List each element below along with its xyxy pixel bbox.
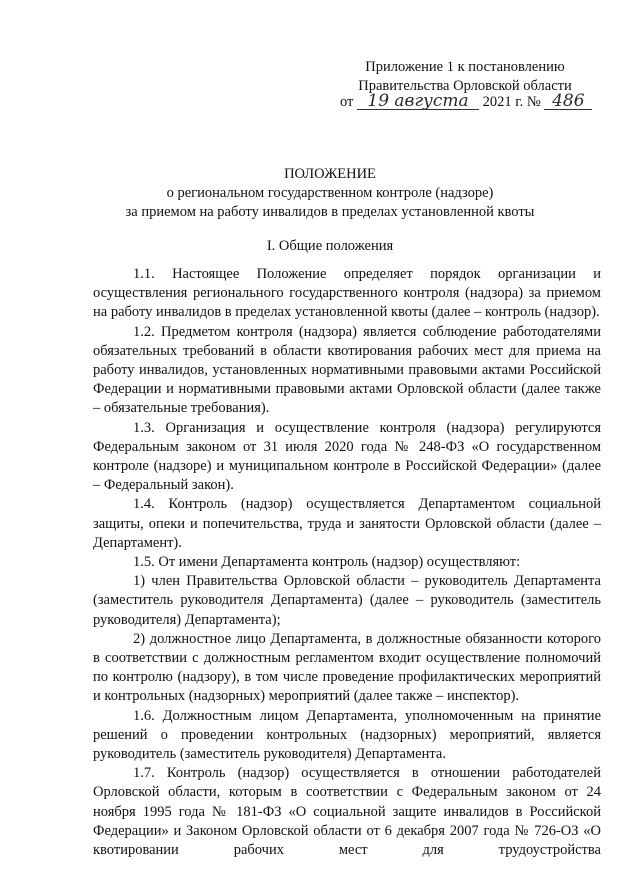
paragraph-1-4: 1.4. Контроль (надзор) осуществляется Департаментом социальной защиты, опеки и попечительства, труда и занятости Орловской области (далее – Департамент). (93, 496, 601, 551)
year-text: 2021 г. № (482, 94, 541, 110)
handwritten-date: 19 августа (357, 93, 479, 110)
document-title: ПОЛОЖЕНИЕ (284, 166, 376, 182)
handwritten-number: 486 (544, 93, 592, 110)
paragraph-1-3: 1.3. Организация и осуществление контроля (надзора) регулируются Федеральным законом от 31 июля 2020 года № 248-ФЗ «О государственном контроле (надзоре) и муниципальном контроле в Российской Федерации» (далее – Федеральный закон). (93, 419, 601, 494)
paragraph-1-7: 1.7. Контроль (надзор) осуществляется в отношении работодателей Орловской области, которым в соответствии с Федеральным законом от 24 ноября 1995 года № 181-ФЗ «О социальной защите инвалидов в Российской Федерации» и Законом Орловской области от 6 декабря 2007 года № 726-ОЗ «О квотировании рабочих мест для трудоустройства (93, 765, 601, 859)
government-line: Правительства Орловской области (358, 78, 572, 94)
appendix-line: Приложение 1 к постановлению (365, 59, 565, 75)
paragraph-item-2: 2) должностное лицо Департамента, в должностные обязанности которого в соответствии с должностным регламентом входит осуществление полномочий по контролю (надзору), в том числе проведение профилактических мероприятий и контрольных (надзорных) мероприятий (далее также – инспектор). (93, 630, 601, 705)
paragraph-item-1: 1) член Правительства Орловской области – руководитель Департамента (заместитель руководителя Департамента) (далее – руководитель (заместитель руководителя) Департамента); (93, 573, 601, 628)
paragraph-1-5: 1.5. От имени Департамента контроль (надзор) осуществляют: (133, 554, 521, 571)
decree-date-line (340, 93, 610, 112)
paragraph-1-6: 1.6. Должностным лицом Департамента, уполномоченным на принятие решений о проведении контрольных (надзорных) мероприятий, является руководитель (заместитель руководителя) Департамента. (93, 707, 601, 763)
section-heading: I. Общие положения (266, 238, 394, 254)
paragraph-1-1: 1.1. Настоящее Положение определяет порядок организации и осуществления регионального государственного контроля (надзора) за приемом на работу инвалидов в пределах установленной квоты (далее – контроль (надзор). (93, 266, 601, 321)
document-body (93, 265, 601, 860)
from-prefix: от (340, 94, 354, 110)
document-subtitle-line1: о региональном государственном контроле (надзоре) (166, 185, 494, 201)
paragraph-1-2: 1.2. Предметом контроля (надзора) является соблюдение работодателями обязательных требований в области квотирования рабочих мест для приема на работу инвалидов, установленных нормативными правовыми актами Российской Федерации и нормативными правовыми актами Орловской области (далее также – обязательные требования). (93, 323, 601, 417)
document-subtitle-line2: за приемом на работу инвалидов в пределах установленной квоты (125, 204, 535, 220)
